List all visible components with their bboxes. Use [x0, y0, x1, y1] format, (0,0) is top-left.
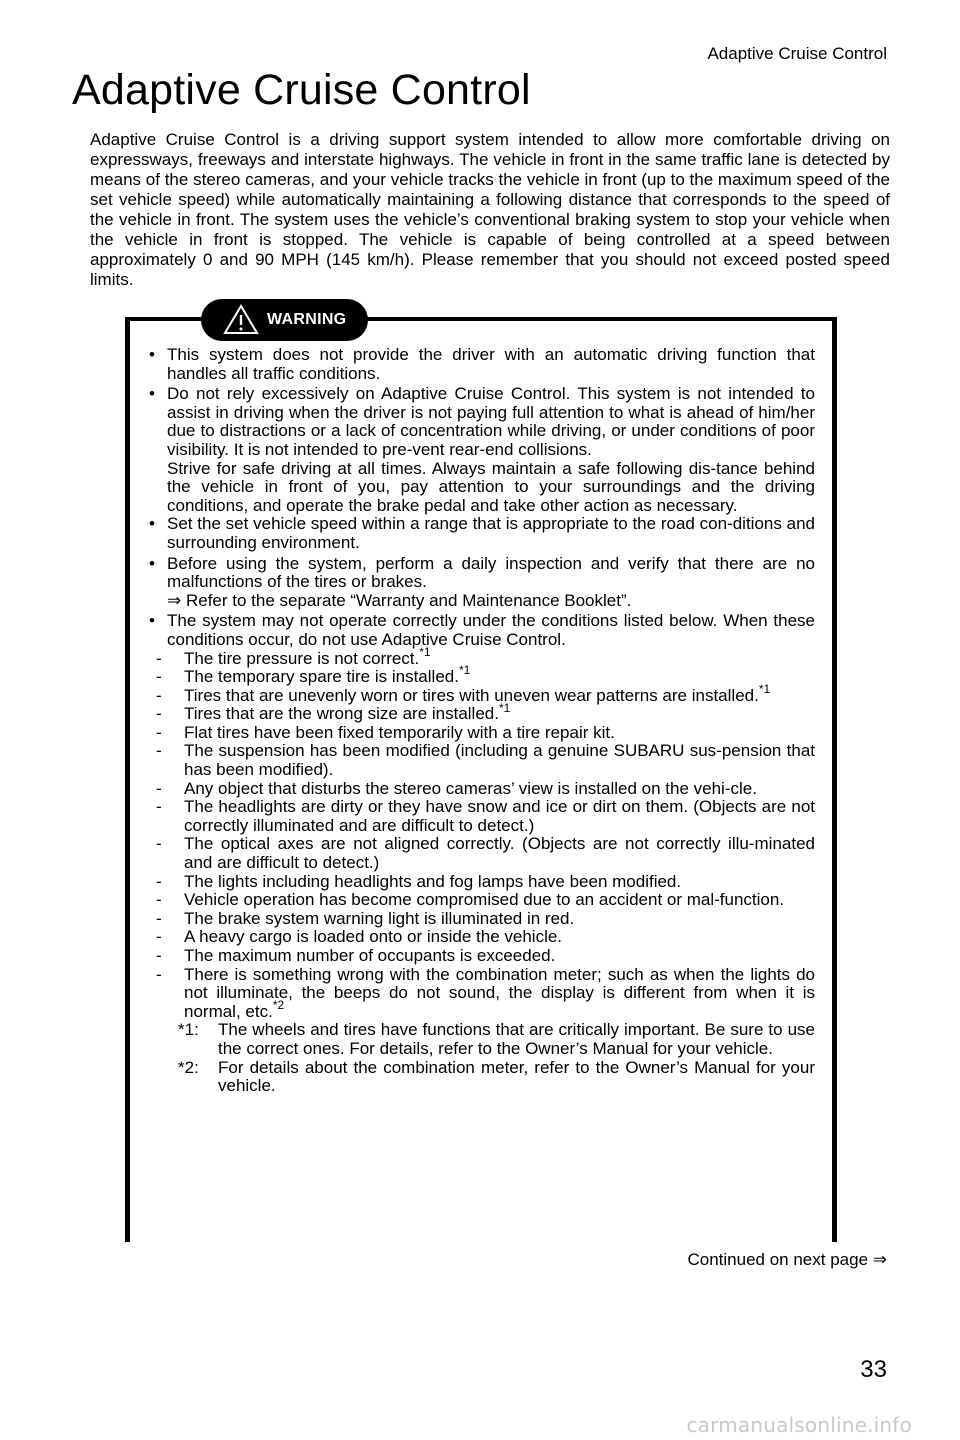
footnote [146, 1059, 815, 1096]
condition-item: - Any object that disturbs the stereo cameras’ view is installed on the vehi-cle. [146, 780, 815, 799]
warning-badge [201, 299, 368, 341]
footnote-mark: *1: [178, 1020, 199, 1040]
bullet-text: • Before using the system, perform a daily inspection and verify that there are no malfunctions of the tires or brakes. [167, 553, 815, 592]
condition-item: - The headlights are dirty or they have snow and ice or dirt on them. (Objects are not correctly illuminated and are difficult to detect.) [146, 798, 815, 835]
intro-paragraph: Adaptive Cruise Control is a driving support system intended to allow more comfortable driving on expressways, freeways and interstate highways. The vehicle in front in the same traffic lane is detected by means of the stereo cameras, and your vehicle tracks the vehicle in front (up to the maximum speed of the set vehicle speed) while automatically maintaining a following distance that corresponds to the speed of the vehicle in front. The system uses the vehicle’s conventional braking system to stop your vehicle when the vehicle in front is stopped. The vehicle is capable of being controlled at a speed between approximately 0 and 90 MPH (145 km/h). Please remember that you should not exceed posted speed limits. [90, 130, 890, 289]
warning-triangle-icon [223, 304, 259, 335]
continued-notice: Continued on next page ⇒ [687, 1250, 887, 1269]
footnote-list [146, 1021, 815, 1095]
condition-item: - The brake system warning light is illuminated in red. [146, 910, 815, 929]
condition-item: - A heavy cargo is loaded onto or inside the vehicle. [146, 928, 815, 947]
page-number: 33 [860, 1356, 887, 1383]
warning-bullet [146, 555, 815, 611]
warning-bullet [146, 612, 815, 649]
condition-list [146, 644, 815, 1022]
bullet-text: • This system does not provide the driver with an automatic driving function that handles all traffic conditions. [167, 345, 815, 383]
footnote-text: For details about the combination meter, refer to the Owner’s Manual for your vehicle. [218, 1057, 815, 1096]
warning-content [146, 346, 815, 1096]
condition-item: - The maximum number of occupants is exceeded. [146, 947, 815, 966]
condition-item: - The optical axes are not aligned correctly. (Objects are not correctly illu-minated and are difficult to detect.) [146, 835, 815, 872]
condition-item: - Tires that are the wrong size are installed.$^{*1}$ [146, 705, 815, 724]
page-title: Adaptive Cruise Control [72, 66, 531, 114]
footnote-text: The wheels and tires have functions that are critically important. Be sure to use the correct ones. For details, refer to the Owner’s Manual for your vehicle. [218, 1020, 815, 1058]
condition-item: - The temporary spare tire is installed.$^{*1}$ [146, 668, 815, 687]
booklet-reference: ⇒ Refer to the separate “Warranty and Maintenance Booklet”. [167, 590, 632, 610]
condition-item: - The tire pressure is not correct.$^{*1}$ [146, 650, 815, 669]
condition-item: - The lights including headlights and fog lamps have been modified. [146, 873, 815, 892]
condition-item: - Vehicle operation has become compromised due to an accident or mal-function. [146, 891, 815, 910]
running-header: Adaptive Cruise Control [707, 44, 887, 63]
condition-item: - Flat tires have been fixed temporarily with a tire repair kit. [146, 724, 815, 743]
watermark: carmanualsonline.info [686, 1413, 912, 1437]
bullet-text: • Do not rely excessively on Adaptive Cruise Control. This system is not intended to assist in driving when the driver is not paying full attention to what is ahead of him/her due to distractions or a lack of concentration while driving, or under conditions of poor visibility. It is not intended to pre-vent rear-end collisions. [167, 384, 815, 459]
footnote-mark: *2: [178, 1057, 199, 1077]
footnote [146, 1021, 815, 1058]
bullet-text: • The system may not operate correctly under the conditions listed below. When these conditions occur, do not use Adaptive Cruise Control. [167, 611, 815, 649]
warning-bullet [146, 385, 815, 515]
condition-item: - There is something wrong with the combination meter; such as when the lights do not illuminate, the beeps do not sound, the display is different from when it is normal, etc.$^{*2}$ [146, 966, 815, 1022]
bullet-text: Strive for safe driving at all times. Always maintain a safe following dis-tance behind the vehicle in front of you, pay attention to your surroundings and the driving conditions, and operate the brake pedal and take other action as necessary. [167, 458, 815, 515]
warning-bullet [146, 346, 815, 383]
condition-item: - Tires that are unevenly worn or tires with uneven wear patterns are installed.$^{*1}$ [146, 687, 815, 706]
warning-bullet [146, 515, 815, 552]
bullet-text: • Set the set vehicle speed within a range that is appropriate to the road con-ditions and surrounding environment. [167, 514, 815, 552]
warning-label: WARNING [267, 311, 347, 328]
condition-item: - The suspension has been modified (including a genuine SUBARU sus-pension that has been modified). [146, 742, 815, 779]
